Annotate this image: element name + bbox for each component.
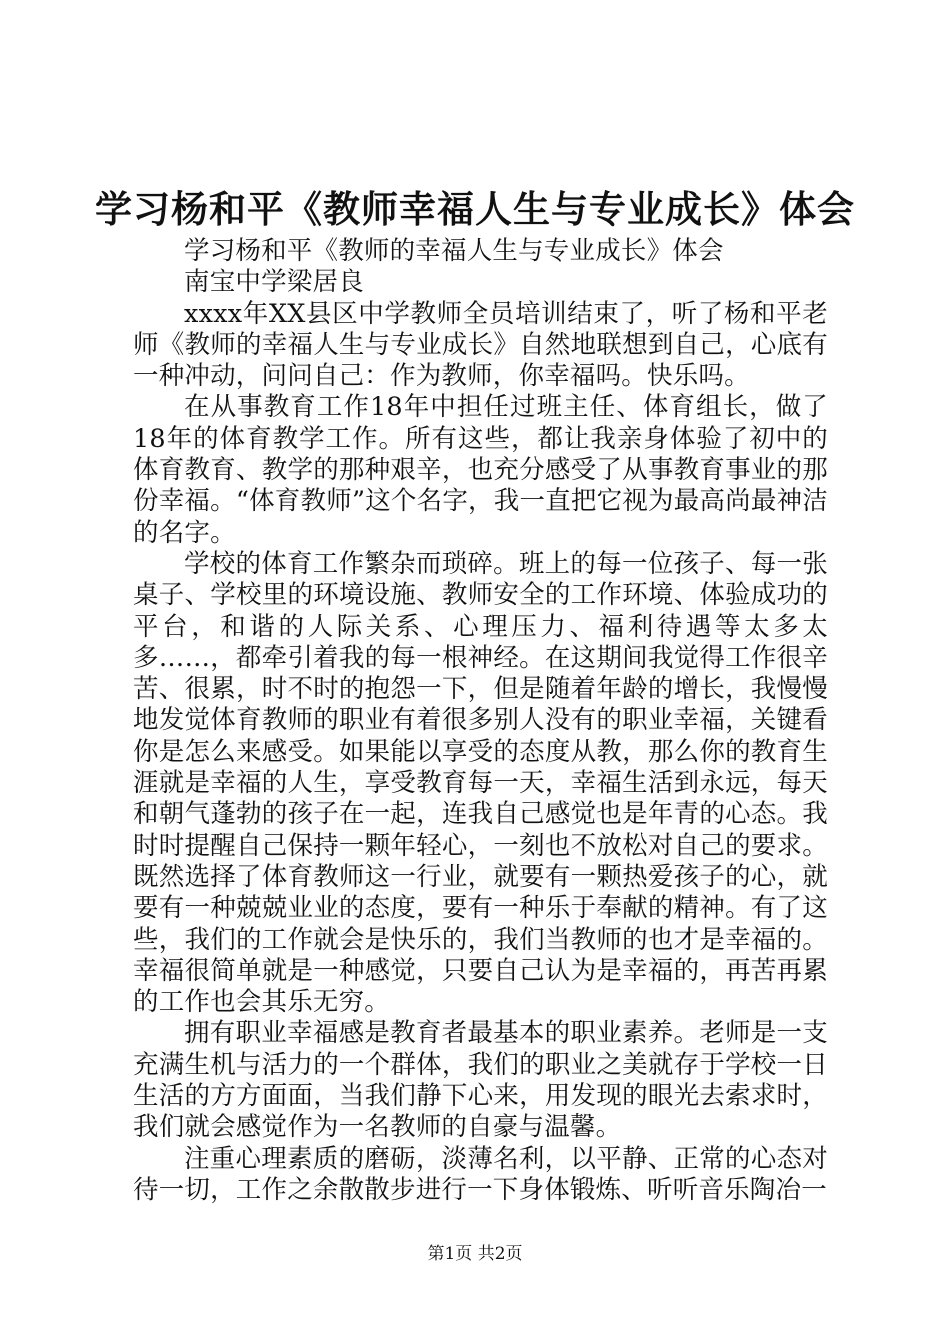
document-body xyxy=(133,236,828,1206)
body-paragraph: 学校的体育工作繁杂而琐碎。班上的每一位孩子、每一张桌子、学校里的环境设施、教师安全的工作环境、体验成功的平台，和谐的人际关系、心理压力、福利待遇等太多太多……，都牵引着我的每一根神经。在这期间我觉得工作很辛苦、很累，时不时的抱怨一下，但是随着年龄的增长，我慢慢地发觉体育教师的职业有着很多别人没有的职业幸福，关键看你是怎么来感受。如果能以享受的态度从教，那么你的教育生涯就是幸福的人生，享受教育每一天，幸福生活到永远，每天和朝气蓬勃的孩子在一起，连我自己感觉也是年青的心态。我时时提醒自己保持一颗年轻心，一刻也不放松对自己的要求。既然选择了体育教师这一行业，就要有一颗热爱孩子的心，就要有一种兢兢业业的态度，要有一种乐于奉献的精神。有了这些，我们的工作就会是快乐的，我们当教师的也才是幸福的。幸福很简单就是一种感觉，只要自己认为是幸福的，再苦再累的工作也会其乐无穷。 xyxy=(133,548,828,1018)
page-number-footer: 第1页 共2页 xyxy=(427,1244,523,1264)
body-paragraph: xxxx年XX县区中学教师全员培训结束了，听了杨和平老师《教师的幸福人生与专业成长》自然地联想到自己，心底有一种冲动，问问自己：作为教师，你幸福吗。快乐吗。 xyxy=(133,298,828,392)
subtitle-paragraph: 学习杨和平《教师的幸福人生与专业成长》体会 xyxy=(184,236,724,266)
author-paragraph: 南宝中学梁居良 xyxy=(184,267,364,298)
body-paragraph: 在从事教育工作18年中担任过班主任、体育组长，做了18年的体育教学工作。所有这些，都让我亲身体验了初中的体育教育、教学的那种艰辛，也充分感受了从事教育事业的那份幸福。“体育教师”这个名字，我一直把它视为最高尚最神洁的名字。 xyxy=(133,392,828,548)
body-paragraph: 拥有职业幸福感是教育者最基本的职业素养。老师是一支充满生机与活力的一个群体，我们的职业之美就存于学校一日生活的方方面面，当我们静下心来，用发现的眼光去索求时，我们就会感觉作为一名教师的自豪与温馨。 xyxy=(133,1018,828,1143)
document-title: 学习杨和平《教师幸福人生与专业成长》体会 xyxy=(95,187,855,231)
body-paragraph: 注重心理素质的磨砺，淡薄名利，以平静、正常的心态对待一切，工作之余散散步进行一下身体锻炼、听听音乐陶冶一 xyxy=(133,1143,828,1205)
